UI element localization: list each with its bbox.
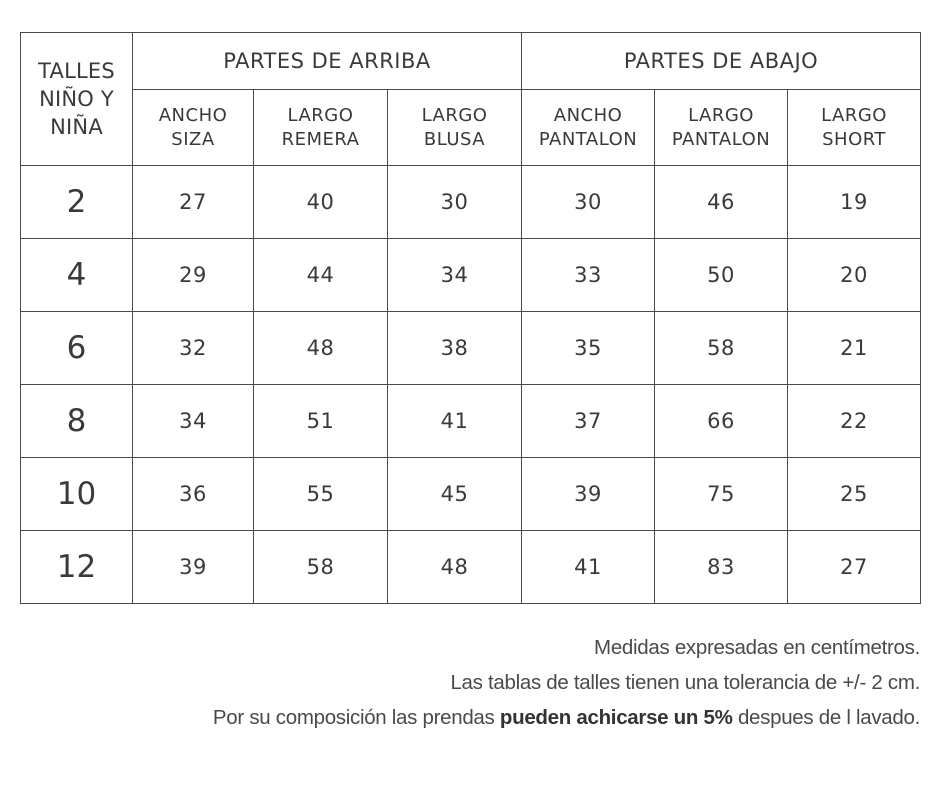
measurement-cell: 36 [133,458,254,531]
size-cell: 2 [21,166,133,239]
measurement-cell: 38 [388,312,522,385]
measurement-cell: 27 [788,531,921,604]
column-header [788,90,921,166]
corner-label-line: NIÑA [50,115,103,139]
measurement-cell: 66 [655,385,788,458]
measurement-cell: 30 [522,166,655,239]
measurement-cell: 25 [788,458,921,531]
measurement-cell: 41 [522,531,655,604]
column-header-line: SHORT [822,128,886,150]
measurement-cell: 35 [522,312,655,385]
table-row [21,385,921,458]
column-header-line: REMERA [281,128,360,150]
column-header-line: LARGO [688,104,754,126]
measurement-cell: 48 [254,312,388,385]
column-header [522,90,655,166]
group-header-bottom: PARTES DE ABAJO [522,33,921,90]
size-cell: 10 [21,458,133,531]
measurement-cell: 34 [388,239,522,312]
measurement-cell: 39 [133,531,254,604]
corner-label-line: NIÑO Y [39,87,114,111]
measurement-cell: 37 [522,385,655,458]
measurement-cell: 44 [254,239,388,312]
measurement-cell: 48 [388,531,522,604]
table-row [21,239,921,312]
measurement-cell: 40 [254,166,388,239]
measurement-cell: 29 [133,239,254,312]
column-header-line: ANCHO [553,104,623,126]
measurement-cell: 32 [133,312,254,385]
measurement-cell: 27 [133,166,254,239]
measurement-cell: 75 [655,458,788,531]
measurement-cell: 20 [788,239,921,312]
measurement-cell: 58 [655,312,788,385]
measurement-cell: 39 [522,458,655,531]
size-cell: 12 [21,531,133,604]
size-column-header [21,33,133,166]
column-header [655,90,788,166]
column-header-line: LARGO [421,104,488,126]
measurement-cell: 55 [254,458,388,531]
measurement-cell: 46 [655,166,788,239]
column-header-line: LARGO [287,104,354,126]
column-header [254,90,388,166]
note-tolerance: Las tablas de talles tienen una tolerancia de +/- 2 cm. [450,671,920,694]
table-row [21,166,921,239]
size-cell: 8 [21,385,133,458]
column-header [388,90,522,166]
size-chart-table [20,32,921,604]
measurement-cell: 34 [133,385,254,458]
note-shrinkage-text: Por su composición las prendas [212,706,500,729]
measurement-cell: 21 [788,312,921,385]
column-header-line: SIZA [171,128,215,150]
measurement-cell: 58 [254,531,388,604]
measurement-cell: 83 [655,531,788,604]
size-cell: 6 [21,312,133,385]
table-row [21,458,921,531]
column-header-line: LARGO [821,104,887,126]
note-shrinkage [40,700,920,735]
column-header-line: PANTALON [671,128,771,150]
measurement-cell: 30 [388,166,522,239]
measurement-cell: 45 [388,458,522,531]
measurement-cell: 19 [788,166,921,239]
size-cell: 4 [21,239,133,312]
corner-label-line: TALLES [38,59,115,83]
group-header-top: PARTES DE ARRIBA [133,33,522,90]
column-header-line: BLUSA [423,128,486,150]
measurement-cell: 22 [788,385,921,458]
measurement-cell: 50 [655,239,788,312]
measurement-cell: 33 [522,239,655,312]
column-header [133,90,254,166]
note-units: Medidas expresadas en centímetros. [594,636,920,659]
column-header-line: ANCHO [158,104,228,126]
table-row [21,312,921,385]
table-row [21,531,921,604]
notes [40,630,920,735]
column-header-line: PANTALON [538,128,638,150]
measurement-cell: 51 [254,385,388,458]
note-shrinkage-text-end: despues de l lavado. [732,706,920,729]
note-shrinkage-bold: pueden achicarse un 5% [499,706,733,729]
measurement-cell: 41 [388,385,522,458]
